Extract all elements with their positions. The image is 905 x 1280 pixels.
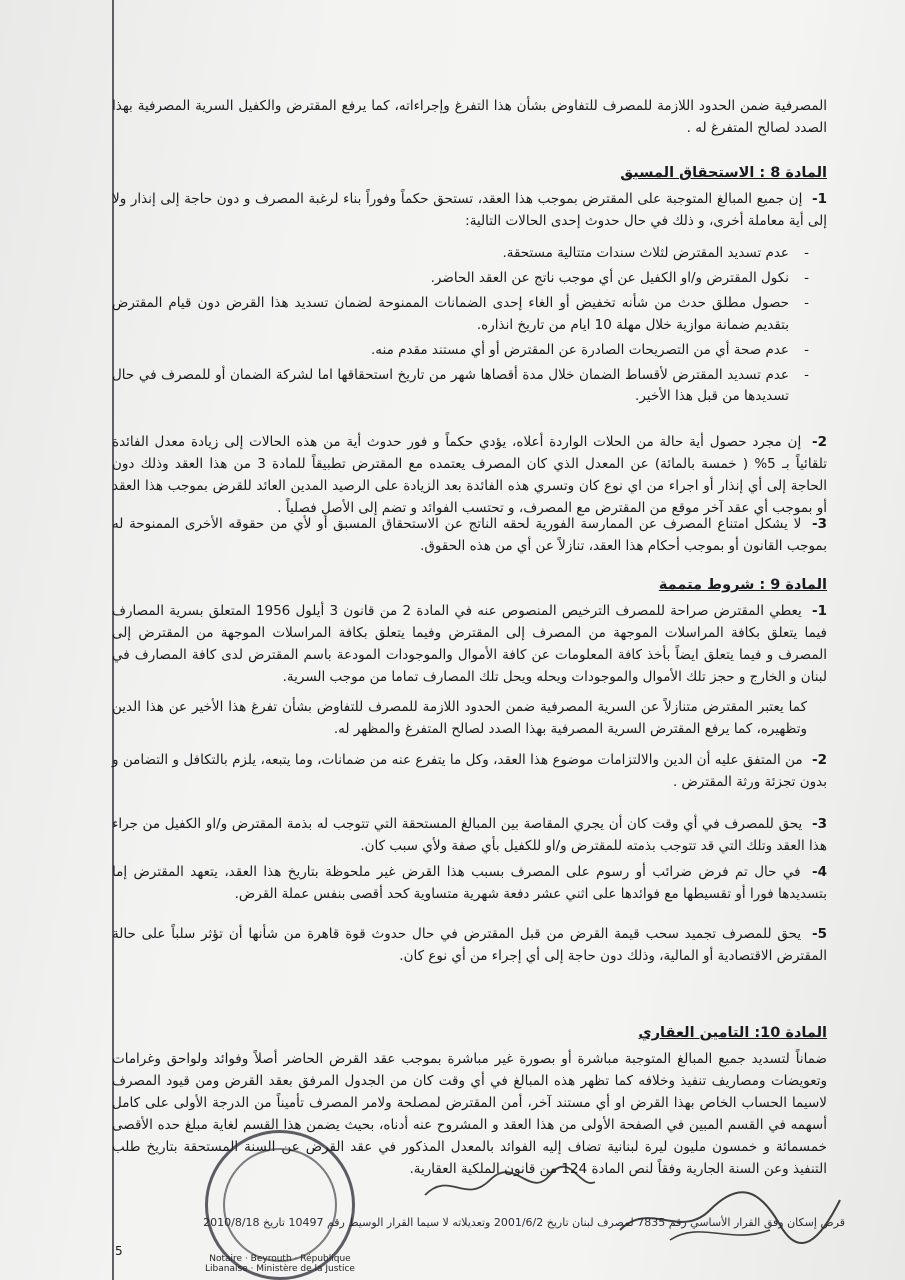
article-10-title: المادة 10: التامين العقاري (638, 1025, 827, 1041)
article-8-item-2-text: إن مجرد حصول أية حالة من الحلات الواردة أعلاه، يؤدي حكماً و فور حدوث أية من هذه الحالات إلى زيادة معدل الفائدة تلقائياً بـ 5% ( خمسة بالمائة) عن المعدل الذي كان المصرف يعتمده مع المقترض تطبيقاً للمادة 3 من هذا العقد وذلك دون الحاجة إلى أي إنذار أو اجراء من اي نوع كان وتسري هذه الفائدة بعد الزيادة على الرصيد المدين العائد للقرض بموجب هذا العقد أو بموجب أي عقد آخر موقع من المقترض مع المصرف، و تحتسب الفوائد و تضم إلى الأصل فصلياً . (112, 434, 827, 516)
article-9-item-2-number: 2- (811, 752, 827, 768)
article-8-item-2 (112, 432, 827, 519)
signature-mark (610, 1180, 850, 1250)
page-number: 5 (115, 1244, 123, 1258)
article-9-item-5 (112, 924, 827, 968)
article-9-item-3-text: يحق للمصرف في أي وقت كان أن يجري المقاصة بين المبالغ المستحقة التي تتوجب له بذمة المقترض و/او الكفيل من جراء هذا العقد وتلك التي قد تتوجب بذمته للمقترض و/او للكفيل بأي صفة ولأي سبب كان. (112, 816, 827, 854)
article-9-item-4-number: 4- (812, 864, 828, 880)
footer-reference: قرض إسكان وفق القرار الأساسي رقم 7835 لمصرف لبنان تاريخ 2001/6/2 وتعديلاته لا سيما القرار الوسيط رقم 10497 تاريخ 2010/8/18 (203, 1216, 845, 1229)
article-9-item-3 (112, 814, 827, 858)
article-9-item-1-continuation: كما يعتبر المقترض متنازلاً عن السرية المصرفية ضمن الحدود اللازمة للمصرف للتفاوض بشأن تفرغ هذا الأخير عن هذا الدين وتظهيره، كما يرفع المقترض السرية المصرفية بهذا الصدد لصالح المتفرغ والمظهر له. (112, 698, 807, 737)
list-item: - عدم تسديد المقترض لثلاث سندات متتالية مستحقة. (112, 243, 809, 265)
list-item: - عدم صحة أي من التصريحات الصادرة عن المقترض أو أي مستند مقدم منه. (112, 340, 809, 362)
article-9-item-5-number: 5- (812, 926, 828, 942)
signature-mark (420, 1160, 600, 1210)
article-8-title: المادة 8 : الاستحقاق المسبق (620, 165, 827, 181)
article-8-item-3-text: لا يشكل امتناع المصرف عن الممارسة الفورية لحقه الناتج عن الاستحقاق المسبق أو لأي من حقوقه الأخرى الممنوحة له بموجب القانون أو بموجب أحكام هذا العقد، تنازلاً عن أي من هذه الحقوق. (112, 516, 827, 554)
notary-stamp (205, 1130, 355, 1280)
article-9 (112, 574, 827, 741)
intro-text: المصرفية ضمن الحدود اللازمة للمصرف للتفاوض بشأن هذا التفرغ وإجراءاته، كما يرفع المقترض والكفيل السرية المصرفية بهذا الصدد لصالح المتفرغ له . (112, 98, 827, 136)
article-8-case-list (112, 243, 827, 408)
intro-paragraph (112, 96, 827, 140)
article-8-item-3 (112, 514, 827, 558)
article-9-title: المادة 9 : شروط متممة (658, 577, 827, 593)
list-item: - عدم تسديد المقترض لأقساط الضمان خلال مدة أقصاها شهر من تاريخ استحقاقها اما لشركة الضمان أو للمصرف في حال تسديدها من قبل هذا الأخير. (112, 365, 809, 409)
article-9-item-2 (112, 750, 827, 794)
article-9-item-4-text: في حال تم فرض ضرائب أو رسوم على المصرف بسبب هذا القرض غير ملحوظة بتاريخ هذا العقد، يتعهد المقترض إما بتسديدها فورا أو تقسيطها مع فوائدها على اثني عشر دفعة شهرية متساوية كحد أقصى بنفس عملة القرض. (112, 864, 827, 902)
article-9-item-4 (112, 862, 827, 906)
article-10-text: ضماناً لتسديد جميع المبالغ المتوجبة مباشرة أو بصورة غير مباشرة بموجب عقد القرض الحاضر أصلاً وفوائد ولواحق وغرامات وتعويضات ومصاريف تنفيذ وخلافه كما تظهر هذه المبالغ في أي وقت كان من الجدول المرفق بعقد القرض ومن قيود المصرف لاسيما الحساب الخاص بهذا القرض او أي مستند آخر، أمن المقترض لمصلحة ولامر المصرف تأميناً من الدرجة الأولى على كامل أسهمه في القسم المبين في الصفحة الأولى من هذا العقد و المشروح عنه أدناه، بحيث يضمن هذا القسم لغاية مبلغ حده الأقصى خمسمائة و خمسون مليون ليرة لبنانية تضاف إليه الفوائد بالمعدل المذكور في عقد القرض عن السنة المستحقة بتاريخ طلب التنفيذ وعن السنة الجارية وفقاً لنص المادة 124 من قانون الملكية العقارية. (112, 1051, 827, 1177)
article-8-item-3-number: 3- (811, 516, 827, 532)
article-9-item-2-text: من المتفق عليه أن الدين والالتزامات موضوع هذا العقد، وكل ما يتفرع عنه من ضمانات، وما يتبعه، يلزم بالتكافل و التضامن و بدون تجزئة ورثة المقترض . (112, 752, 827, 790)
article-8-item-2-number: 2- (811, 434, 827, 450)
article-8-item-1-text: إن جميع المبالغ المتوجبة على المقترض بموجب هذا العقد، تستحق حكماً وفوراً بناء لرغبة المصرف و دون حاجة إلى إنذار ولا إلى أية معاملة أخرى، و ذلك في حال حدوث إحدى الحالات التالية: (112, 191, 827, 230)
article-9-item-1-text: يعطي المقترض صراحة للمصرف الترخيص المنصوص عنه في المادة 2 من قانون 3 أيلول 1956 المتعلق بسرية المصارف فيما يتعلق بكافة المراسلات الموجهة من المصرف إلى المقترض وفيما يتعلق بكافة المراسلات الموجهة من المقترض إلى المصرف و فيما يتعلق ايضاً بأخذ كافة المعلومات عن كافة الأموال والموجودات المودعة باسم المقترض لدى كافة المصارف في لبنان و الخارج و حجز تلك الأموال والموجودات ويحله ويحل تلك المصارف تماما من موجب السرية. (112, 603, 827, 686)
article-9-item-3-number: 3- (811, 816, 827, 832)
article-9-item-5-text: يحق للمصرف تجميد سحب قيمة القرض من قبل المقترض في حال حدوث قوة قاهرة من شأنها أن تؤثر سلباً على حالة المقترض الاقتصادية أو المالية، وذلك دون حاجة إلى أي إجراء من أي نوع كان. (112, 926, 827, 964)
article-8 (112, 162, 827, 411)
list-item: - حصول مطلق حدث من شأنه تخفيض أو الغاء إحدى الضمانات الممنوحة لضمان تسديد هذا القرض دون قيام المقترض بتقديم ضمانة موازية خلال مهلة 10 ايام من تاريخ انذاره. (112, 293, 809, 337)
list-item: - نكول المقترض و/او الكفيل عن أي موجب ناتج عن العقد الحاضر. (112, 268, 809, 290)
article-9-item-1 (112, 601, 827, 688)
article-8-item-1-number: 1- (811, 191, 827, 208)
stamp-inner-ring (223, 1148, 337, 1262)
article-9-item-1-number: 1- (812, 603, 828, 620)
article-8-item-1 (112, 189, 827, 233)
stamp-text: Notaire · Beyrouth · République Libanaise · Ministère de la Justice (205, 1254, 355, 1274)
